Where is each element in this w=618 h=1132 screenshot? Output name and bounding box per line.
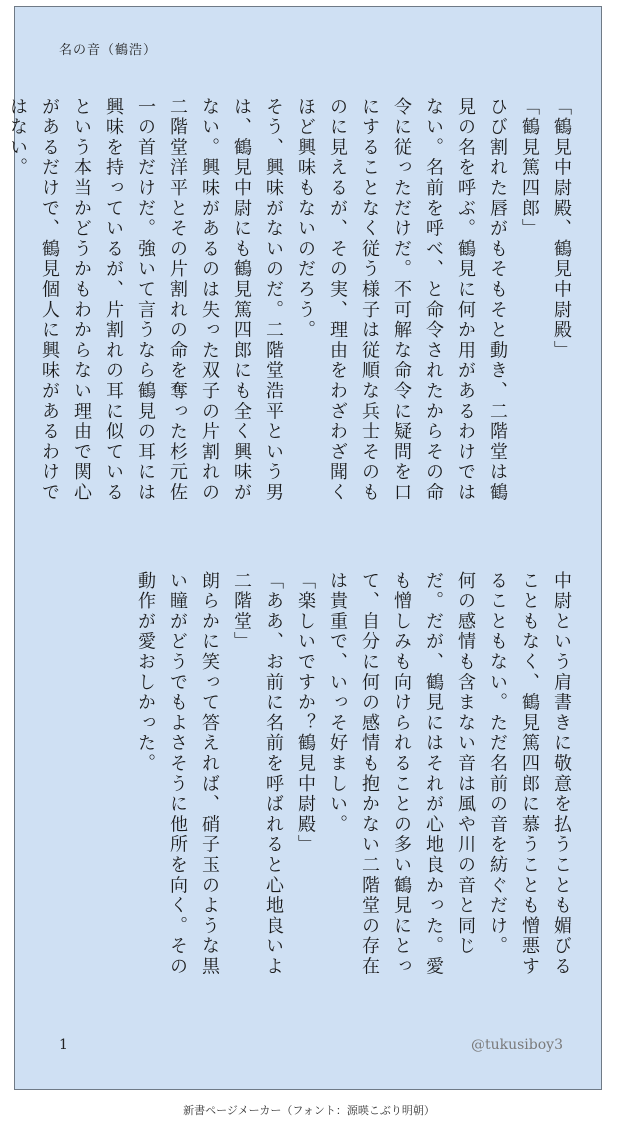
paragraph: ひび割れた唇がもそもそと動き、二階堂は鶴見の名を呼ぶ。鶴見に何か用があるわけではない。名前を呼べ、と命令されたからその命令に従っただけだ。不可解な命令に疑問を口にすることなく従う様子は従順な兵士そのものに見えるが、その実、理由をわざわざ聞くほど興味もないのだろう。 xyxy=(295,97,508,503)
paragraph: 朗らかに笑って答えれば、硝子玉のような黒い瞳がどうでもよさそうに他所を向く。その動作が愛おしかった。 xyxy=(135,571,220,977)
paragraph: 「ああ、お前に名前を呼ばれると心地良いよ二階堂」 xyxy=(231,571,284,977)
paragraph: 「楽しいですか？鶴見中尉殿」 xyxy=(295,571,316,856)
text-block-bottom xyxy=(37,571,577,981)
page-number: 1 xyxy=(59,1037,68,1053)
generator-credit: 新書ページメーカー（フォント：源暎こぶり明朝） xyxy=(183,1104,435,1117)
page-title: 名の音（鶴浩） xyxy=(59,43,158,58)
paragraph: 「鶴見中尉殿、鶴見中尉殿」 xyxy=(551,97,572,361)
paragraph: 中尉という肩書きに敬意を払うことも媚びることもなく、鶴見篤四郎に慕うことも憎悪することもない。ただ名前の音を紡ぐだけ。 xyxy=(487,571,572,977)
paragraph: 何の感情も含まない音は風や川の音と同じだ。だが、鶴見にはそれが心地良かった。愛も憎しみも向けられることの多い鶴見にとって、自分に何の感情も抱かない二階堂の存在は貴重で、いっそ好ましい。 xyxy=(327,571,476,977)
author-handle: @tukusiboy3 xyxy=(470,1037,563,1053)
page-card xyxy=(7,6,602,1090)
paragraph: 「鶴見篤四郎」 xyxy=(519,97,540,240)
text-block-top xyxy=(7,97,577,507)
paragraph: そう、興味がないのだ。二階堂浩平という男は、鶴見中尉にも鶴見篤四郎にも全く興味がない。興味があるのは失った双子の片割れの二階堂洋平とその片割れの命を奪った杉元佐一の首だけだ。強いて言うなら鶴見の耳には興味を持っているが、片割れの耳に似ているという本当かどうかもわからない理由で関心があるだけで、鶴見個人に興味があるわけではない。 xyxy=(7,97,284,503)
